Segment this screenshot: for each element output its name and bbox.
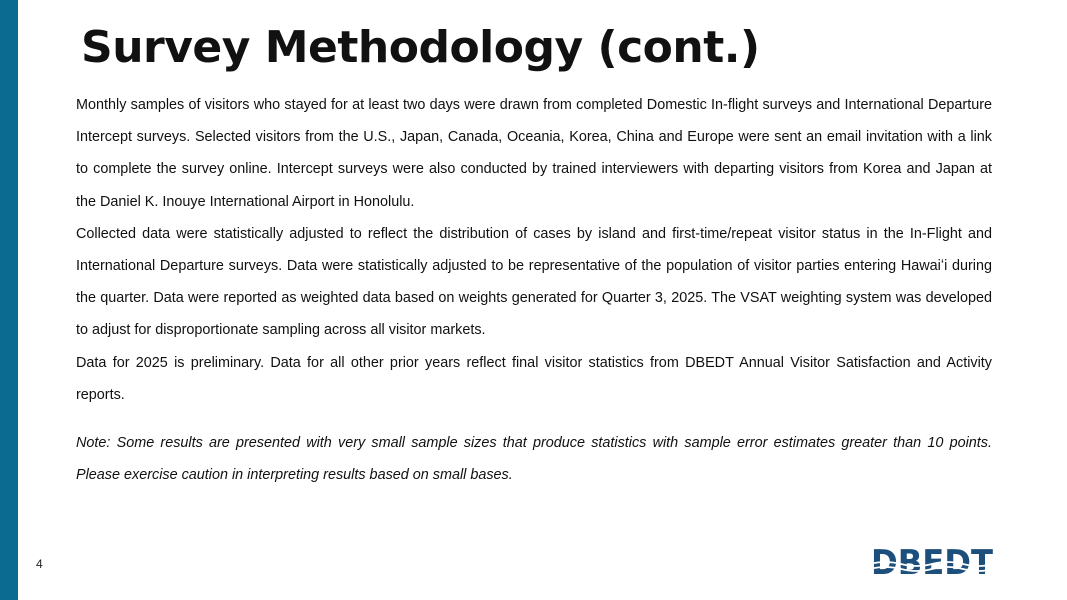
page-number: 4: [36, 557, 43, 571]
page-title: Survey Methodology (cont.): [81, 22, 760, 73]
body-text: [76, 89, 992, 491]
paragraph-preliminary: Data for 2025 is preliminary. Data for all other prior years reflect final visitor statistics from DBEDT Annual Visitor Satisfaction and Activity reports.: [76, 354, 992, 403]
note-paragraph: Note: Some results are presented with very small sample sizes that produce statistics with sample error estimates greater than 10 points. Please exercise caution in interpreting results based on small bases.: [76, 435, 992, 484]
dbedt-logo-text: DBEDT: [871, 545, 994, 577]
paragraph-sampling: Monthly samples of visitors who stayed for at least two days were drawn from completed Domestic In-flight surveys and International Departure Intercept surveys. Selected visitors from the U.S., Japan, Canada, Oceania, Korea, China and Europe were sent an email invitation with a link to complete the survey online. Intercept surveys were also conducted by trained interviewers with departing visitors from Korea and Japan at the Daniel K. Inouye International Airport in Honolulu.: [76, 97, 992, 210]
dbedt-logo: [870, 545, 994, 577]
paragraph-weighting: Collected data were statistically adjusted to reflect the distribution of cases by island and first-time/repeat visitor status in the In-Flight and International Departure surveys. Data were statistically adjusted to be representative of the population of visitor parties entering Hawaiʻi during the quarter. Data were reported as weighted data based on weights generated for Quarter 3, 2025. The VSAT weighting system was developed to adjust for disproportionate sampling across all visitor markets.: [76, 225, 992, 339]
left-accent-bar: [0, 0, 18, 600]
